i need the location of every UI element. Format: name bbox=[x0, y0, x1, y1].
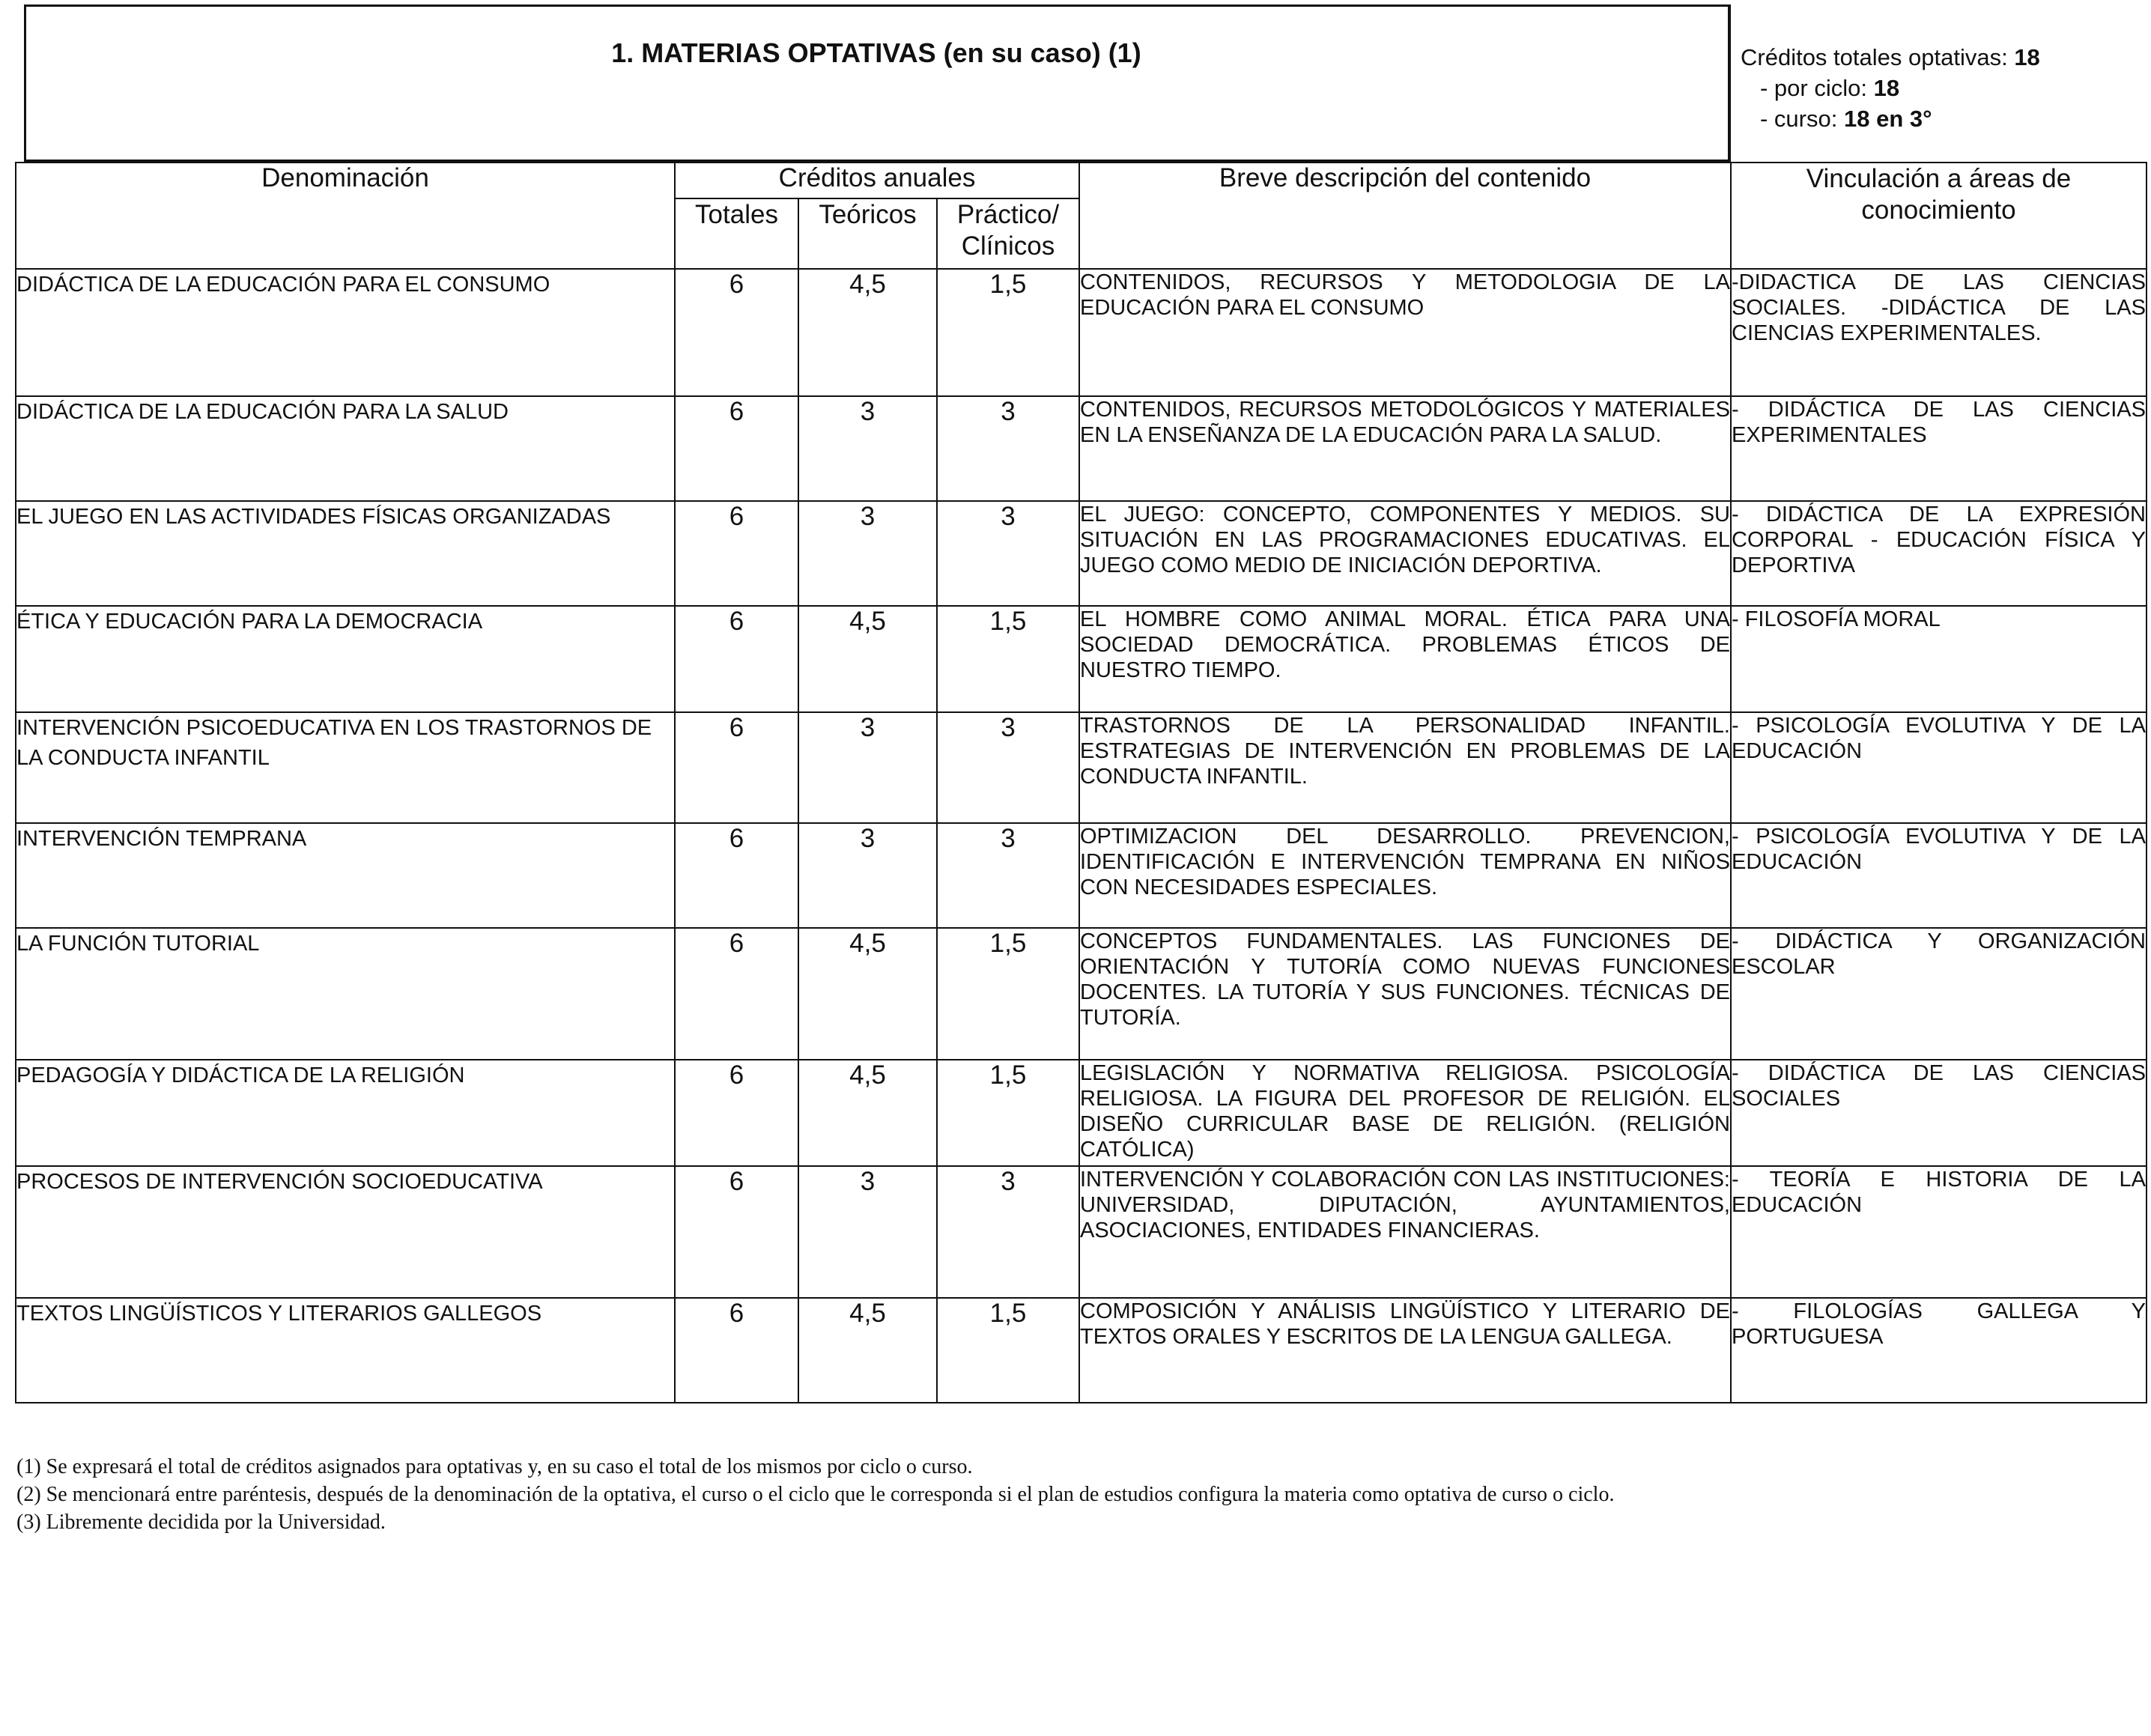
cycle-credits-line bbox=[1741, 73, 2040, 103]
subject-name: ÉTICA Y EDUCACIÓN PARA LA DEMOCRACIA bbox=[16, 606, 675, 712]
subject-name: INTERVENCIÓN PSICOEDUCATIVA EN LOS TRASTORNOS DE LA CONDUCTA INFANTIL bbox=[16, 712, 675, 823]
footnote: (3) Libremente decidida por la Universidad. bbox=[16, 1511, 386, 1534]
credits-theory: 4,5 bbox=[798, 606, 937, 712]
table-header bbox=[16, 163, 2147, 269]
page-title: 1. MATERIAS OPTATIVAS (en su caso) (1) bbox=[611, 37, 1141, 68]
total-credits-line bbox=[1741, 42, 2040, 73]
knowledge-areas: - DIDÁCTICA DE LA EXPRESIÓN CORPORAL - EDUCACIÓN FÍSICA Y DEPORTIVA bbox=[1731, 501, 2147, 606]
credits-theory: 3 bbox=[798, 712, 937, 823]
credits-totals: 6 bbox=[675, 606, 798, 712]
credits-theory: 3 bbox=[798, 501, 937, 606]
course-credits-label: - curso: bbox=[1760, 106, 1838, 132]
cycle-credits-label: - por ciclo: bbox=[1760, 75, 1867, 101]
table-body bbox=[16, 269, 2147, 1403]
credits-practice: 3 bbox=[937, 501, 1079, 606]
subject-name: PEDAGOGÍA Y DIDÁCTICA DE LA RELIGIÓN bbox=[16, 1060, 675, 1166]
credits-practice: 1,5 bbox=[937, 1298, 1079, 1403]
credits-theory: 4,5 bbox=[798, 1298, 937, 1403]
credits-practice: 1,5 bbox=[937, 606, 1079, 712]
subject-name: DIDÁCTICA DE LA EDUCACIÓN PARA LA SALUD bbox=[16, 396, 675, 501]
table-row bbox=[16, 501, 2147, 606]
credits-totals: 6 bbox=[675, 396, 798, 501]
credits-practice: 1,5 bbox=[937, 928, 1079, 1060]
credits-totals: 6 bbox=[675, 712, 798, 823]
subject-description: INTERVENCIÓN Y COLABORACIÓN CON LAS INSTITUCIONES: UNIVERSIDAD, DIPUTACIÓN, AYUNTAMIENTOS, ASOCIACIONES, ENTIDADES FINANCIERAS. bbox=[1079, 1166, 1731, 1298]
credits-theory: 4,5 bbox=[798, 928, 937, 1060]
column-header-description: Breve descripción del contenido bbox=[1079, 163, 1731, 269]
table-row bbox=[16, 712, 2147, 823]
credits-practice: 1,5 bbox=[937, 1060, 1079, 1166]
credits-totals: 6 bbox=[675, 928, 798, 1060]
column-header-practice: Práctico/ Clínicos bbox=[937, 198, 1079, 269]
credits-theory: 4,5 bbox=[798, 1060, 937, 1166]
subject-name: EL JUEGO EN LAS ACTIVIDADES FÍSICAS ORGANIZADAS bbox=[16, 501, 675, 606]
credits-totals: 6 bbox=[675, 1298, 798, 1403]
credits-totals: 6 bbox=[675, 823, 798, 928]
knowledge-areas: - PSICOLOGÍA EVOLUTIVA Y DE LA EDUCACIÓN bbox=[1731, 712, 2147, 823]
credits-theory: 3 bbox=[798, 396, 937, 501]
credits-theory: 4,5 bbox=[798, 269, 937, 396]
knowledge-areas: - PSICOLOGÍA EVOLUTIVA Y DE LA EDUCACIÓN bbox=[1731, 823, 2147, 928]
knowledge-areas: - DIDÁCTICA DE LAS CIENCIAS SOCIALES bbox=[1731, 1060, 2147, 1166]
subject-description: CONTENIDOS, RECURSOS METODOLÓGICOS Y MATERIALES EN LA ENSEÑANZA DE LA EDUCACIÓN PARA LA SALUD. bbox=[1079, 396, 1731, 501]
total-credits-label: Créditos totales optativas: bbox=[1741, 44, 2008, 70]
credits-theory: 3 bbox=[798, 1166, 937, 1298]
knowledge-areas: - TEORÍA E HISTORIA DE LA EDUCACIÓN bbox=[1731, 1166, 2147, 1298]
footnotes bbox=[16, 1453, 1614, 1536]
credits-practice: 3 bbox=[937, 712, 1079, 823]
knowledge-areas: - FILOSOFÍA MORAL bbox=[1731, 606, 2147, 712]
course-credits-line bbox=[1741, 103, 2040, 134]
footnote: (2) Se mencionará entre paréntesis, después de la denominación de la optativa, el curso o el ciclo que le corresponda si el plan de estudios configura la materia como optativa de curso o ciclo. bbox=[16, 1483, 1615, 1506]
column-header-totals: Totales bbox=[675, 198, 798, 269]
column-header-name: Denominación bbox=[16, 163, 675, 269]
subject-name: DIDÁCTICA DE LA EDUCACIÓN PARA EL CONSUMO bbox=[16, 269, 675, 396]
column-header-credits: Créditos anuales bbox=[675, 163, 1079, 198]
subject-name: TEXTOS LINGÜÍSTICOS Y LITERARIOS GALLEGOS bbox=[16, 1298, 675, 1403]
credits-practice: 3 bbox=[937, 1166, 1079, 1298]
optional-subjects-table bbox=[15, 162, 2147, 1403]
knowledge-areas: -DIDACTICA DE LAS CIENCIAS SOCIALES. -DIDÁCTICA DE LAS CIENCIAS EXPERIMENTALES. bbox=[1731, 269, 2147, 396]
subject-description: COMPOSICIÓN Y ANÁLISIS LINGÜÍSTICO Y LITERARIO DE TEXTOS ORALES Y ESCRITOS DE LA LENGUA GALLEGA. bbox=[1079, 1298, 1731, 1403]
total-credits-value: 18 bbox=[2014, 44, 2040, 70]
table-row bbox=[16, 269, 2147, 396]
subject-description: CONTENIDOS, RECURSOS Y METODOLOGIA DE LA EDUCACIÓN PARA EL CONSUMO bbox=[1079, 269, 1731, 396]
column-header-areas: Vinculación a áreas de conocimiento bbox=[1731, 163, 2147, 269]
subject-description: EL JUEGO: CONCEPTO, COMPONENTES Y MEDIOS. SU SITUACIÓN EN LAS PROGRAMACIONES EDUCATIVAS. EL JUEGO COMO MEDIO DE INICIACIÓN DEPORTIVA. bbox=[1079, 501, 1731, 606]
credits-summary bbox=[1741, 42, 2040, 134]
credits-totals: 6 bbox=[675, 1166, 798, 1298]
knowledge-areas: - DIDÁCTICA Y ORGANIZACIÓN ESCOLAR bbox=[1731, 928, 2147, 1060]
subject-name: LA FUNCIÓN TUTORIAL bbox=[16, 928, 675, 1060]
subject-description: TRASTORNOS DE LA PERSONALIDAD INFANTIL. ESTRATEGIAS DE INTERVENCIÓN EN PROBLEMAS DE LA CONDUCTA INFANTIL. bbox=[1079, 712, 1731, 823]
knowledge-areas: - FILOLOGÍAS GALLEGA Y PORTUGUESA bbox=[1731, 1298, 2147, 1403]
footnote: (1) Se expresará el total de créditos asignados para optativas y, en su caso el total de los mismos por ciclo o curso. bbox=[16, 1455, 973, 1478]
knowledge-areas: - DIDÁCTICA DE LAS CIENCIAS EXPERIMENTALES bbox=[1731, 396, 2147, 501]
subject-description: LEGISLACIÓN Y NORMATIVA RELIGIOSA. PSICOLOGÍA RELIGIOSA. LA FIGURA DEL PROFESOR DE RELIGIÓN. EL DISEÑO CURRICULAR BASE DE RELIGIÓN. (RELIGIÓN CATÓLICA) bbox=[1079, 1060, 1731, 1166]
credits-theory: 3 bbox=[798, 823, 937, 928]
credits-practice: 1,5 bbox=[937, 269, 1079, 396]
cycle-credits-value: 18 bbox=[1873, 75, 1900, 101]
table-row bbox=[16, 606, 2147, 712]
table-row bbox=[16, 928, 2147, 1060]
header-divider bbox=[1729, 4, 1731, 162]
credits-totals: 6 bbox=[675, 1060, 798, 1166]
table-row bbox=[16, 1166, 2147, 1298]
subject-name: PROCESOS DE INTERVENCIÓN SOCIOEDUCATIVA bbox=[16, 1166, 675, 1298]
table-row bbox=[16, 1060, 2147, 1166]
subject-name: INTERVENCIÓN TEMPRANA bbox=[16, 823, 675, 928]
column-header-theory: Teóricos bbox=[798, 198, 937, 269]
subject-description: EL HOMBRE COMO ANIMAL MORAL. ÉTICA PARA UNA SOCIEDAD DEMOCRÁTICA. PROBLEMAS ÉTICOS DE NUESTRO TIEMPO. bbox=[1079, 606, 1731, 712]
credits-practice: 3 bbox=[937, 396, 1079, 501]
credits-totals: 6 bbox=[675, 269, 798, 396]
course-credits-value: 18 en 3° bbox=[1843, 106, 1932, 132]
table-row bbox=[16, 396, 2147, 501]
subject-description: CONCEPTOS FUNDAMENTALES. LAS FUNCIONES DE ORIENTACIÓN Y TUTORÍA COMO NUEVAS FUNCIONES DOCENTES. LA TUTORÍA Y SUS FUNCIONES. TÉCNICAS DE TUTORÍA. bbox=[1079, 928, 1731, 1060]
subject-description: OPTIMIZACION DEL DESARROLLO. PREVENCION, IDENTIFICACIÓN E INTERVENCIÓN TEMPRANA EN NIÑOS CON NECESIDADES ESPECIALES. bbox=[1079, 823, 1731, 928]
table-row bbox=[16, 1298, 2147, 1403]
header-box bbox=[24, 4, 1730, 162]
credits-practice: 3 bbox=[937, 823, 1079, 928]
credits-totals: 6 bbox=[675, 501, 798, 606]
table-row bbox=[16, 823, 2147, 928]
